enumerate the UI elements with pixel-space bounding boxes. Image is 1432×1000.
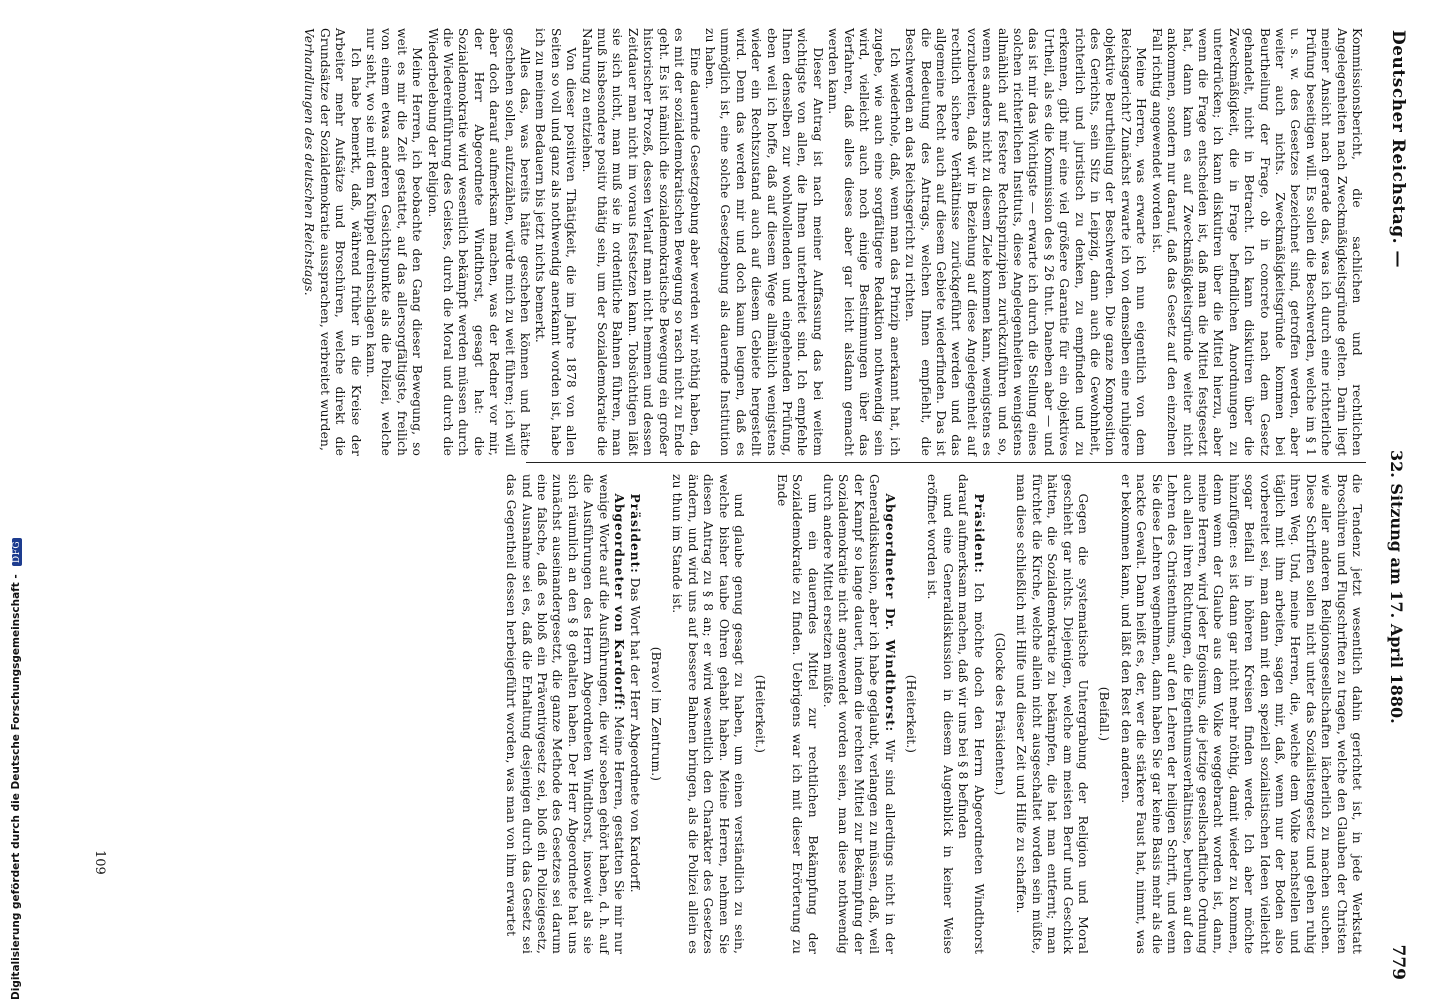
speech-paragraph xyxy=(955,474,986,954)
dfg-logo: DFG xyxy=(12,538,22,566)
paragraph: Gegen die systematische Untergrabung der Religion und Moral geschieht gar nichts. Diejenigen, welche am meisten Beruf und Geschick hätten, die Sozialdemokratie zu bekämpfen, die hat man entfernt; man fürchtet die Kirche, welche allein nicht ausgeschaltet worden sein müßte, man diese schließlich mit Hilfe und dieser Zeit und Hilfe zu schaffen. xyxy=(1014,474,1091,954)
speech-text: Das Wort hat der Herr Abgeordnete von Kardorff. xyxy=(627,577,642,893)
paragraph: Alles das, was bereits hätte geschehen können und hätte geschehen sollen, aufzuzählen, würde mich zu weit führen; ich will aber doch darauf aufmerksam machen, was der Redner vor mir, der Herr Abgeordnete Windthorst, gesagt hat: die Sozialdemokratie wird wesentlich bekämpft werden müssen durch die Wiedereinführung des Geistes, durch die Moral und durch die Wiederbelebung der Religion. xyxy=(425,28,533,456)
stage-direction: (Glocke des Präsidenten.) xyxy=(993,632,1008,796)
paragraph: Ich wiederhole, daß, wenn man das Prinzip anerkannt hat, ich zugebe, wie auch eine sorgfältigere Redaktion nothwendig sein wird, vielleicht auch noch einige Bestimmungen über das Verfahren, daß alles dieses aber gar leicht alsdann gemacht werden kann. xyxy=(826,28,902,456)
sheet-number: 109 xyxy=(92,850,107,875)
left-column xyxy=(301,28,1364,456)
speech-text: Ich möchte doch den Herrn Abgeordneten Windthorst darauf aufmerksam machen, daß wir uns bei § 8 befinden xyxy=(956,474,986,954)
paragraph: Meine Herren, ich beobachte den Gang dieser Bewegung, so weit es mir die Zeit gestattet, auf das allersorgfältigste, freilich von einem etwas anderen Gesichtspunkte als die Polizei, welche nur sieht, wo sie mit dem Knüppel dreinschlagen kann. xyxy=(364,28,425,456)
column-divider xyxy=(526,462,1366,463)
speaker-name: Präsident: xyxy=(971,493,986,574)
paragraph: Kommissionsbericht, die sachlichen und rechtlichen Angelegenheiten nach Zweckmäßigkeitsgründe gelten. Darin liegt meiner Ansicht nach gerade das, was ich durch eine richterliche Prüfung beseitigen will. Es sollen die Beschwerden, welche im § 1 u. s. w. des Gesetzes bezeichnet sind, getroffen werden, aber weiter auch nichts. Zweckmäßigkeitsgründe kommen bei Beurtheilung der Frage, ob in concreto nach dem Gesetz gehandelt, nicht in Betracht. Ich kann diskutiren über die Zweckmäßigkeit, die in Frage befindlichen Anordnungen zu unterdrücken; ich kann diskutiren über die Mittel hierzu, aber wenn die Frage entscheiden ist, daß man die Mittel festgesetzt hat, dann kann es auf Zweckmäßigkeitsgründe weiter nicht ankommen, sondern nur darauf, daß das Gesetz auf den einzelnen Fall richtig angewendet worden ist. xyxy=(1149,28,1364,456)
paragraph: und glaube genug gesagt zu haben, um einen verständlich zu sein, welche bisher taube Ohren gehabt haben. Meine Herren, nehmen Sie diesen Antrag zu § 8 an; er wird wesentlich den Charakter des Gesetzes ändern, und wird uns auf bessere Bahnen bringen, als die Polizei allein es zu thun im Stande ist. xyxy=(670,474,746,954)
paragraph: Meine Herren, was erwarte ich nun eigentlich von dem Reichsgericht? Zunächst erwarte ich von demselben eine ruhigere objektive Beurtheilung der Beschwerden. Die ganze Komposition des Gerichts, sein Sitz in Leipzig, dann auch die Gewohnheit, richterlich und juristisch zu denken, zu empfinden und zu erkennen, gibt mir eine viel größere Garantie für ein objektives Urtheil, als es die Kommission des § 26 thut. Daneben aber — und das ist mir das Wichtigste — erwarte ich durch die Stellung eines solchen richterlichen Instituts, diese Angelegenheiten wenigstens allmählich auf festere Rechtsprinzipien zurückzuführen und so, wenn es anders nicht zu diesem Ziele kommen kann, wenigstens es vorzubereiten, daß wir in Beziehung auf diese Angelegenheit auf rechtlich sichere Verhältnisse zurückgeführt werden und das allgemeine Recht auch auf diesem Gebiete wiederfinden. Das ist die Bedeutung des Antrags, welchen Ihnen empfiehlt, die Beschwerden an das Reichsgericht zu richten. xyxy=(903,28,1149,456)
digitization-note xyxy=(4,0,22,1000)
paragraph: um ein dauerndes Mittel zur rechtlichen Bekämpfung der Sozialdemokratie zu finden. Uebrigens war ich mit dieser Erörterung zu Ende xyxy=(774,474,820,954)
speech-text: Wir sind allerdings nicht in der Generaldiskussion, aber ich habe geglaubt, verlangen zu müssen, daß, weil der Kampf so lange dauert, indem die rechten Mittel zur Bekämpfung der Sozialdemokratie nicht angewendet worden seien, man diese nothwendig durch andere Mittel ersetzen müßte. xyxy=(821,474,897,954)
paragraph: Eine dauernde Gesetzgebung aber werden wir nöthig haben, da es mit der sozialdemokratischen Bewegung so rasch nicht zu Ende geht. Es ist nämlich die sozialdemokratische Bewegung ein großer historischer Prozeß, dessen Verlauf man nicht hemmen und dessen Zeitdauer man nicht im voraus festsetzen kann. Tobsüchtigen läßt sie sich nicht, man muß sie in ordentliche Bahnen führen, man muß insbesondere positiv thätig sein, um der Sozialdemokratie die Nahrung zu entziehen. xyxy=(579,28,702,456)
paragraph: die Tendenz jetzt wesentlich dahin gerichtet ist, in jede Werkstatt Broschüren und Flugschriften zu tragen, welche den Glauben der Christen wie aller anderen Religionsgesellschaften lächerlich zu machen suchen. Diese Schriften sollen nicht unter das Sozialistengesetz und gehen ruhig ihren Weg. Und, meine Herren, die, welche dem Volke nachstellen und täglich mit ihm arbeiten, sagen mir, daß, wenn nur der Boden also vorbereitet sei, man dann mit den speziell sozialistischen Ideen vielleicht sogar Beifall in höheren Kreisen finden werde. Ich aber möchte hinzufügen: es ist dann gar nicht mehr nöthig, damit wieder zu kommen, denn wenn der Glaube aus dem Volke weggebracht worden ist, dann, meine Herren, wird jeder Egoismus, die jetzige gesellschaftliche Ordnung auch allen ihren Richtungen, die Eigenthumsverhältnisse, beruhen auf den Lehren des Christenthums, auf den Lehren der heiligen Schrift, und wenn Sie diese Lehren wegnehmen, dann haben Sie gar keine Basis mehr als die nackte Gewalt. Dann heißt es, der, wer die stärkere Faust hat, nimmt, was er bekommen kann, und läßt den Rest den anderen. xyxy=(1118,474,1364,954)
digitization-text: Digitalisierung gefördert durch die Deutsche Forschungsgemeinschaft - xyxy=(10,574,22,1000)
stage-direction: (Bravo! im Zentrum.) xyxy=(648,646,663,782)
journal-title: Deutscher Reichstag. — xyxy=(1388,30,1408,269)
paragraph: und eine Generaldiskussion in diesem Augenblick in keiner Weise eröffnet worden ist. xyxy=(925,474,955,954)
speech-text: Meine Herren, gestatten Sie mir nur wenige Worte auf die Ausführungen, die wir soeben gehört haben, d. h. auf die Ausführungen des Herrn Abgeordneten Windthorst, insoweit als sie sich räumlich an den § 8 gehalten haben. Der Herr Abgeordnete hat uns zunächst auseinandergesetzt, die ganze Methode des Gesetzes sei darum eine falsche, daß es bloß ein Präventivgesetz sei, bloß ein Polizeigesetz, und Ausnahme sei es, daß die Erhaltung desjenigen durch das Gesetz sei das Gegentheil dessen herbeigeführt worden, was man von ihm erwartet xyxy=(504,474,627,954)
speaker-name: Abgeordneter Dr. Windthorst: xyxy=(882,493,897,733)
page-footer-title: Verhandlungen des deutschen Reichstags. xyxy=(302,28,317,296)
stage-direction: (Beifall.) xyxy=(1097,686,1112,742)
stage-direction: (Heiterkeit.) xyxy=(753,674,768,754)
page-number: 779 xyxy=(1388,944,1408,980)
speech-paragraph xyxy=(626,474,641,954)
page-header xyxy=(1374,30,1414,980)
speech-paragraph xyxy=(503,474,626,954)
sitting-date: 32. Sitzung am 17. April 1880. xyxy=(1387,450,1406,724)
right-column xyxy=(503,474,1364,954)
speaker-name: Abgeordneter von Kardorff: xyxy=(612,493,627,712)
speech-paragraph xyxy=(820,474,897,954)
paragraph: Ich habe bemerkt, daß, während früher in die Kreise der Arbeiter mehr Aufsätze und Broschüren, welche direkt die Grundsätze der Sozialdemokratie aussprachen, verbreitet wurden, xyxy=(317,28,363,456)
paragraph: Von dieser positiven Thätigkeit, die im Jahre 1878 von allen Seiten so voll und ganz als nothwendig anerkannt worden ist, habe ich zu meinem Bedauern bis jetzt nichts bemerkt. xyxy=(533,28,579,456)
paragraph: Dieser Antrag ist nach meiner Auffassung das bei weitem wichtigste von allen, die Ihnen unterbreitet sind. Ich empfehle Ihnen denselben zur wohlwollenden und eingehenden Prüfung, eben weil ich hoffe, daß auf diesem Wege allmählich wenigstens wieder ein Rechtszustand auch auf diesem Gebiete hergestellt wird. Denn das werden mir und doch kaum leugnen, daß es unmöglich ist, eine solche Gesetzgebung als dauernde Institution zu haben. xyxy=(702,28,825,456)
speaker-name: Präsident: xyxy=(627,493,642,574)
stage-direction: (Heiterkeit.) xyxy=(904,674,919,754)
